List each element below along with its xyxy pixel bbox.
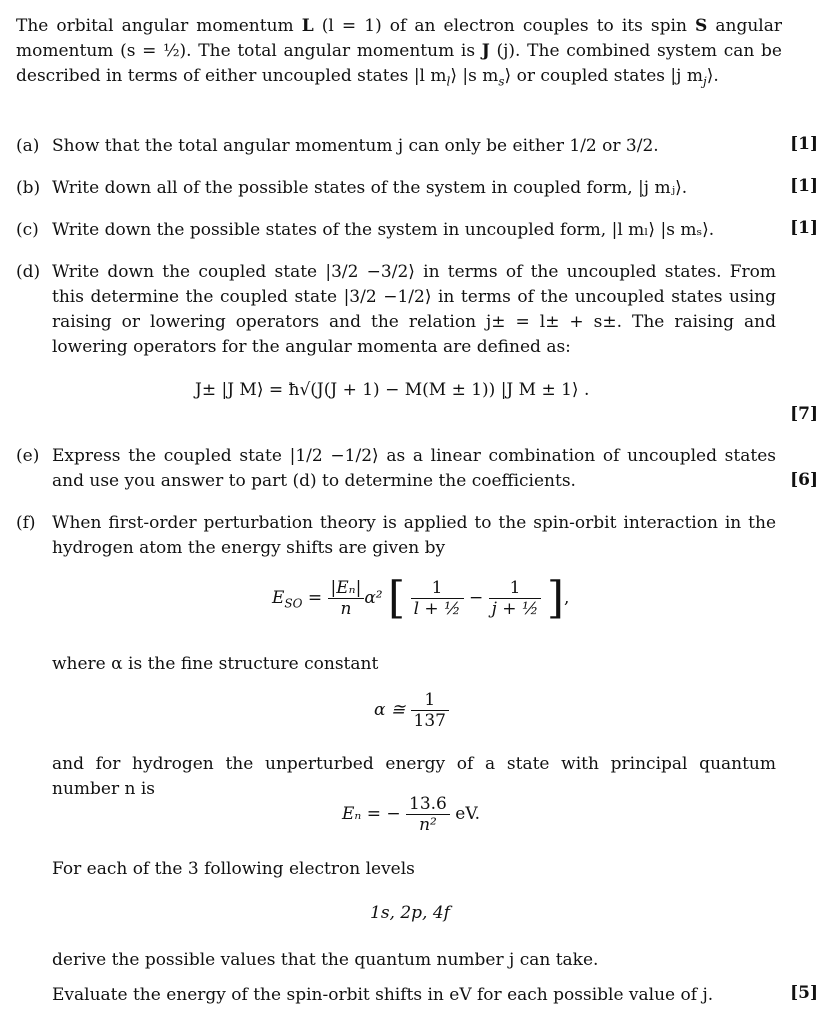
part-f-marks: [5]	[790, 983, 818, 1003]
part-b-label: (b)	[16, 178, 41, 198]
part-f-derive	[16, 948, 776, 973]
intro-text-7: ⟩.	[706, 66, 719, 86]
alpha-fraction	[411, 690, 449, 731]
alpha-squared: α²	[364, 588, 383, 608]
part-e-text: Express the coupled state |1/2 −1/2⟩ as a linear combination of uncoupled states and use you answer to part (d) to determine the coefficients.	[52, 446, 776, 491]
part-d-label: (d)	[16, 262, 41, 282]
part-e-label: (e)	[16, 446, 40, 466]
part-f	[16, 511, 776, 561]
electron-levels: 1s, 2p, 4f	[370, 903, 450, 923]
intro-text-6: ⟩ or coupled states |j m	[504, 66, 703, 86]
part-f-evaluate	[16, 983, 776, 1008]
eso-sub: SO	[284, 596, 303, 611]
spin-orbit-energy-equation	[272, 572, 570, 624]
total-fraction	[489, 578, 542, 619]
en-fraction	[406, 794, 450, 835]
part-a-text: Show that the total angular momentum j can only be either 1/2 or 3/2.	[52, 136, 659, 156]
comma: ,	[564, 588, 570, 608]
eso-numerator: |Eₙ|	[330, 578, 362, 598]
symbol-J: J	[481, 41, 490, 61]
part-b	[16, 176, 776, 201]
intro-text-4: (j). The combined system can be described in terms of either uncoupled states |l m	[16, 41, 782, 86]
part-e-marks: [6]	[790, 470, 818, 490]
en-denominator: n²	[406, 814, 450, 835]
alpha-lhs: α ≅	[374, 700, 406, 720]
part-f-text-6: Evaluate the energy of the spin-orbit shifts in eV for each possible value of j.	[52, 985, 714, 1005]
raising-lowering-equation: J± |J M⟩ = ħ√(J(J + 1) − M(M ± 1)) |J M ± 1⟩ .	[195, 380, 590, 400]
intro-sub-s: s	[498, 74, 505, 89]
part-f-text-5: derive the possible values that the quantum number j can take.	[52, 950, 599, 970]
part-c-label: (c)	[16, 220, 39, 240]
symbol-L: L	[301, 16, 314, 36]
part-d-marks: [7]	[790, 404, 818, 424]
part-d	[16, 260, 776, 360]
part-a-label: (a)	[16, 136, 40, 156]
part-f-text-2: where α is the fine structure constant	[52, 654, 379, 674]
equals-sign: =	[307, 588, 323, 608]
alpha-numerator: 1	[424, 690, 436, 710]
right-bracket: ]	[546, 572, 565, 624]
total-fraction-den: j + ½	[489, 598, 542, 619]
unperturbed-energy-equation	[342, 794, 480, 835]
intro-text-3: angular momentum (s = ½). The total angular momentum is	[16, 16, 782, 61]
en-lhs: Eₙ = −	[342, 804, 401, 824]
part-c-marks: [1]	[790, 218, 818, 238]
part-f-text-3: and for hydrogen the unperturbed energy of a state with principal quantum number n is	[52, 754, 776, 799]
en-unit: eV.	[455, 804, 481, 824]
en-numerator: 13.6	[409, 794, 447, 814]
minus-sign: −	[468, 588, 484, 608]
part-c	[16, 218, 776, 243]
eso-lhs: E	[272, 588, 285, 608]
intro-sub-j: j	[702, 74, 707, 89]
orbital-fraction-num: 1	[431, 578, 443, 598]
part-f-text-4: For each of the 3 following electron levels	[52, 859, 415, 879]
alpha-equation	[374, 690, 449, 731]
part-f-where	[16, 652, 776, 677]
part-e	[16, 444, 776, 494]
alpha-denominator: 137	[411, 710, 449, 731]
orbital-fraction-den: l + ½	[411, 598, 464, 619]
part-a	[16, 134, 776, 159]
eso-denominator: n	[328, 598, 365, 619]
intro-text-2: (l = 1) of an electron couples to its spin	[321, 16, 687, 36]
part-b-marks: [1]	[790, 176, 818, 196]
intro-text-5: ⟩ |s m	[450, 66, 499, 86]
symbol-S: S	[695, 16, 708, 36]
part-f-text-1: When first-order perturbation theory is applied to the spin-orbit interaction in the hydrogen atom the energy shifts are given by	[52, 513, 776, 558]
part-c-text: Write down the possible states of the system in uncoupled form, |l mₗ⟩ |s mₛ⟩.	[52, 220, 715, 240]
eso-fraction	[328, 578, 365, 619]
part-f-label: (f)	[16, 513, 36, 533]
total-fraction-num: 1	[509, 578, 521, 598]
part-a-marks: [1]	[790, 134, 818, 154]
intro-text-1: The orbital angular momentum	[16, 16, 294, 36]
intro-sub-l: l	[446, 74, 451, 89]
part-b-text: Write down all of the possible states of the system in coupled form, |j mⱼ⟩.	[52, 178, 688, 198]
left-bracket: [	[388, 572, 406, 624]
orbital-fraction	[411, 578, 464, 619]
part-f-levels-intro	[16, 857, 776, 882]
part-d-text: Write down the coupled state |3/2 −3/2⟩ in terms of the uncoupled states. From this determine the coupled state |3/2 −1/2⟩ in terms of the uncoupled states using raising or lowering operators and the relation j± = l± + s±. The raising and lowering operators for the angular momenta are defined as:	[52, 262, 776, 357]
intro-paragraph	[16, 14, 782, 94]
